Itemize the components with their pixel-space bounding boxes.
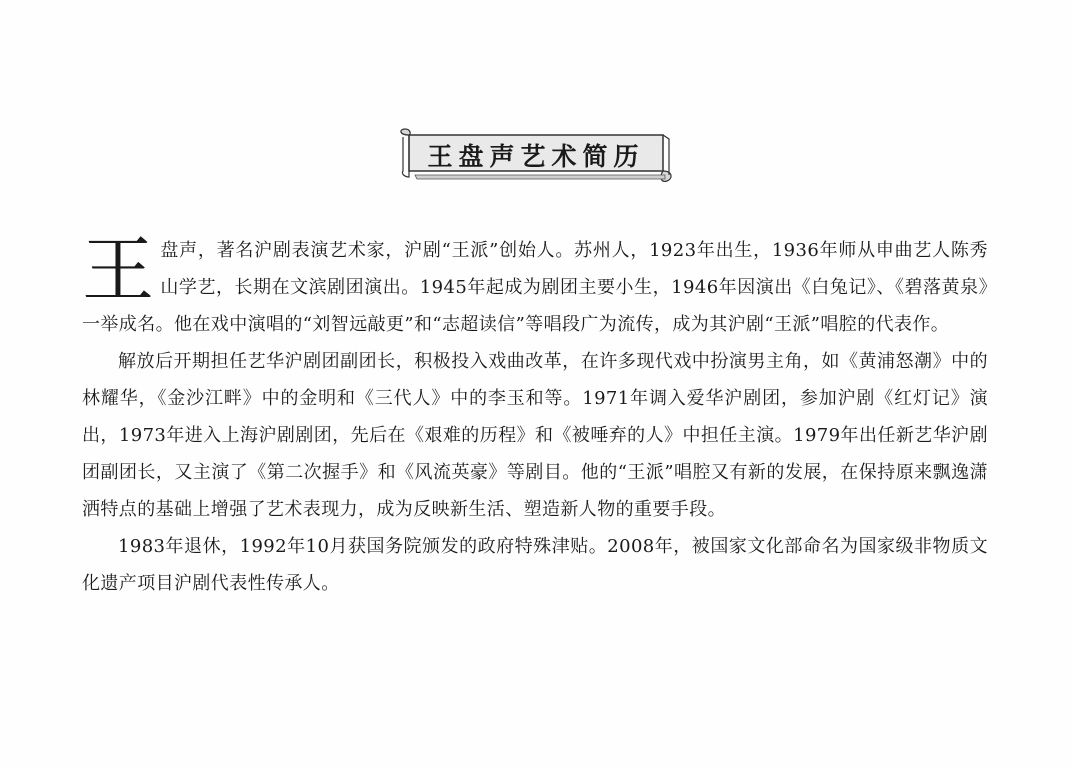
page-title: 王盘声艺术简历 (427, 142, 645, 171)
title-scroll-banner (395, 127, 677, 187)
biography-article (82, 228, 988, 602)
bio-paragraph-1-text: 盘声，著名沪剧表演艺术家，沪剧“王派”创始人。苏州人，1923年出生，1936年师从申曲艺人陈秀山学艺，长期在文滨剧团演出。1945年起成为剧团主要小生，1946年因演出《白兔记》、《碧落黄泉》一举成名。他在戏中演唱的“刘智远敲更”和“志超读信”等唱段广为流传，成为其沪剧“王派”唱腔的代表作。 (82, 240, 988, 335)
drop-cap: 王 (82, 228, 155, 312)
bio-paragraph-1 (82, 228, 988, 343)
bio-paragraph-3: 1983年退休，1992年10月获国务院颁发的政府特殊津贴。2008年，被国家文化部命名为国家级非物质文化遗产项目沪剧代表性传承人。 (82, 536, 988, 594)
bio-paragraph-2: 解放后开期担任艺华沪剧团副团长，积极投入戏曲改革，在许多现代戏中扮演男主角，如《黄浦怒潮》中的林耀华，《金沙江畔》中的金明和《三代人》中的李玉和等。1971年调入爱华沪剧团，参加沪剧《红灯记》演出，1973年进入上海沪剧剧团，先后在《艰难的历程》和《被唾弃的人》中担任主演。1979年出任新艺华沪剧团副团长，又主演了《第二次握手》和《风流英豪》等剧目。他的“王派”唱腔又有新的发展，在保持原来飘逸潇洒特点的基础上增强了艺术表现力，成为反映新生活、塑造新人物的重要手段。 (82, 351, 988, 520)
